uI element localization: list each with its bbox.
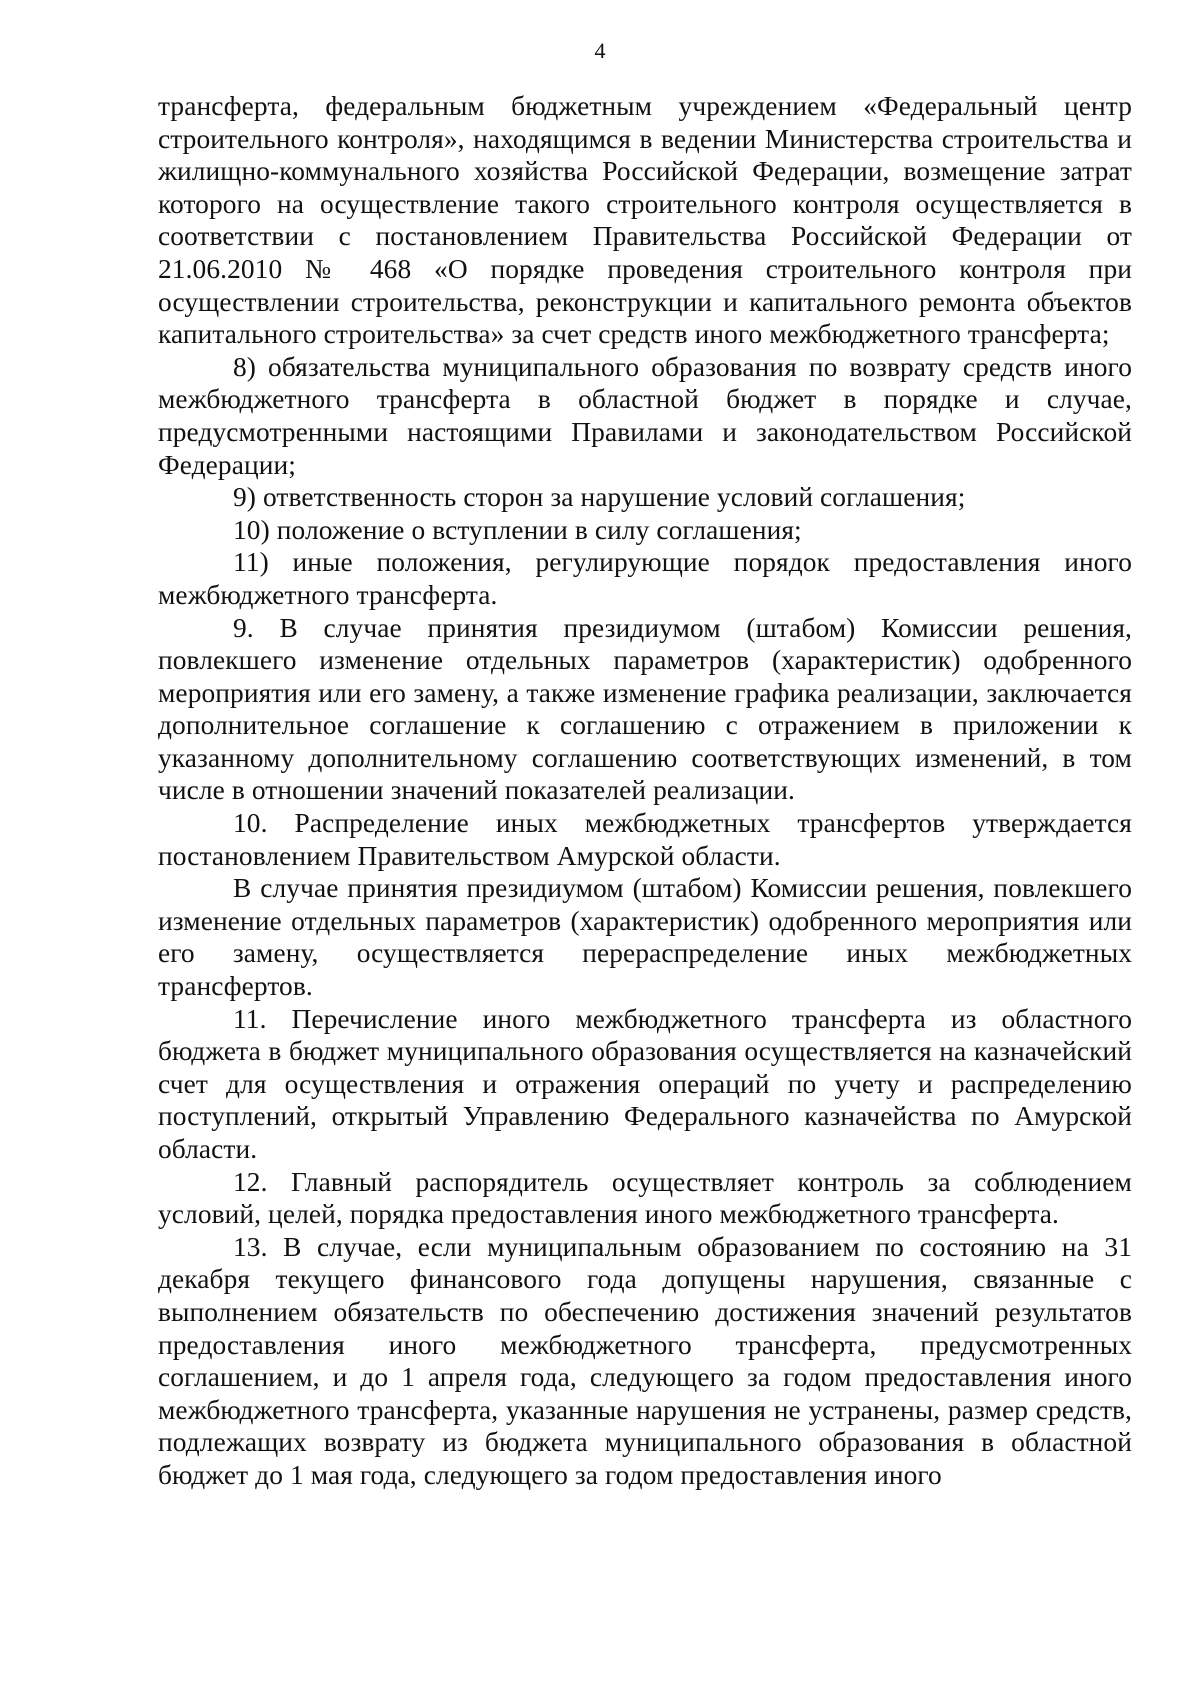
paragraph-item-11: 11) иные положения, регулирующие порядок предоставления иного межбюджетного трансферта. — [158, 547, 1132, 610]
paragraph-item-10: 10) положение о вступлении в силу соглашения; — [233, 514, 802, 545]
paragraph-transfer-continuation: трансферта, федеральным бюджетным учреждением «Федеральный центр строительного контроля», находящимся в ведении Министерства строительства и жилищно-коммунального хозяйства Российской Федерации, возмещение затрат которого на осуществление такого строительного контроля осуществляется в соответствии с постановлением Правительства Российской Федерации от 21.06.2010 № 468 «О порядке проведения строительного контроля при осуществлении строительства, реконструкции и капитального ремонта объектов капитального строительства» за счет средств иного межбюджетного трансферта; — [158, 91, 1132, 350]
paragraph-clause-12: 12. Главный распорядитель осуществляет контроль за соблюдением условий, целей, порядка предоставления иного межбюджетного трансферта. — [158, 1166, 1132, 1230]
paragraph-clause-9: 9. В случае принятия президиумом (штабом) Комиссии решения, повлекшего изменение отдельных параметров (характеристик) одобренного мероприятия или его замену, а также изменение графика реализации, заключается дополнительное соглашение к соглашению с отражением в приложении к указанному дополнительному соглашению соответствующих изменений, в том числе в отношении значений показателей реализации. — [158, 612, 1132, 806]
paragraph-item-8: 8) обязательства муниципального образования по возврату средств иного межбюджетного трансферта в областной бюджет в порядке и случае, предусмотренными настоящими Правилами и законодательством Российской Федерации; — [158, 351, 1132, 480]
paragraph-clause-10: 10. Распределение иных межбюджетных трансфертов утверждается постановлением Правительством Амурской области. — [158, 808, 1132, 871]
paragraph-clause-10-continued: В случае принятия президиумом (штабом) Комиссии решения, повлекшего изменение отдельных параметров (характеристик) одобренного мероприятия или его замену, осуществляется перераспределение иных межбюджетных трансфертов. — [158, 873, 1132, 1002]
page-number: 4 — [594, 38, 606, 63]
paragraph-item-9: 9) ответственность сторон за нарушение условий соглашения; — [233, 482, 966, 513]
paragraph-clause-13: 13. В случае, если муниципальным образованием по состоянию на 31 декабря текущего финансового года допущены нарушения, связанные с выполнением обязательств по обеспечению достижения значений результатов предоставления иного межбюджетного трансферта, предусмотренных соглашением, и до 1 апреля года, следующего за годом предоставления иного межбюджетного трансферта, указанные нарушения не устранены, размер средств, подлежащих возврату из бюджета муниципального образования в областной бюджет до 1 мая года, следующего за годом предоставления иного — [158, 1231, 1132, 1490]
paragraph-clause-11: 11. Перечисление иного межбюджетного трансферта из областного бюджета в бюджет муниципального образования осуществляется на казначейский счет для осуществления и отражения операций по учету и распределению поступлений, открытый Управлению Федерального казначейства по Амурской области. — [158, 1003, 1132, 1164]
document-body — [158, 90, 1132, 1492]
